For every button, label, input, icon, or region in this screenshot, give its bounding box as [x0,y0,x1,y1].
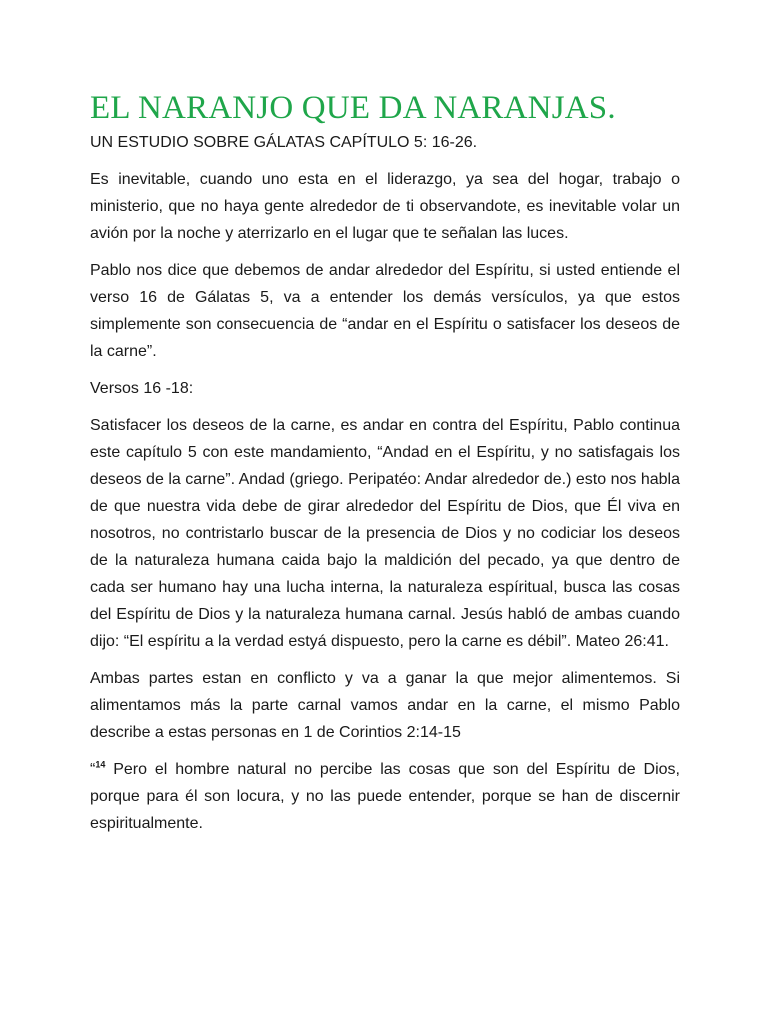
scripture-quote [90,756,680,837]
quote-open-mark: “ [90,761,96,778]
verse-number: 14 [95,759,106,770]
document-subtitle: UN ESTUDIO SOBRE GÁLATAS CAPÍTULO 5: 16-26. [90,134,478,151]
section-heading: Versos 16 -18: [90,380,194,397]
document-page [90,88,680,847]
document-title: EL NARANJO QUE DA NARANJAS. [90,90,616,126]
paragraph: Pablo nos dice que debemos de andar alrededor del Espíritu, si usted entiende el verso 16 de Gálatas 5, va a entender los demás versículos, ya que estos simplemente son consecuencia de “andar en el Espíritu o satisfacer los deseos de la carne”. [90,262,680,360]
paragraph: Satisfacer los deseos de la carne, es andar en contra del Espíritu, Pablo continua este capítulo 5 con este mandamiento, “Andad en el Espíritu, y no satisfagais los deseos de la carne”. Andad (griego. Peripatéo: Andar alrededor de.) esto nos habla de que nuestra vida debe de girar alrededor del Espíritu de Dios, que Él viva en nosotros, no contristarlo buscar de la presencia de Dios y no codiciar los deseos de la naturaleza humana caida bajo la maldición del pecado, ya que dentro de cada ser humano hay una lucha interna, la naturaleza espíritual, busca las cosas del Espíritu de Dios y la naturaleza humana carnal. Jesús habló de ambas cuando dijo: “El espíritu a la verdad estyá dispuesto, pero la carne es débil”. Mateo 26:41. [90,417,680,650]
quote-text: Pero el hombre natural no percibe las cosas que son del Espíritu de Dios, porque para él son locura, y no las puede entender, porque se han de discernir espiritualmente. [90,761,680,832]
paragraph: Es inevitable, cuando uno esta en el liderazgo, ya sea del hogar, trabajo o ministerio, que no haya gente alrededor de ti observandote, es inevitable volar un avión por la noche y aterrizarlo en el lugar que te señalan las luces. [90,171,680,242]
paragraph: Ambas partes estan en conflicto y va a ganar la que mejor alimentemos. Si alimentamos más la parte carnal vamos andar en la carne, el mismo Pablo describe a estas personas en 1 de Corintios 2:14-15 [90,670,680,741]
